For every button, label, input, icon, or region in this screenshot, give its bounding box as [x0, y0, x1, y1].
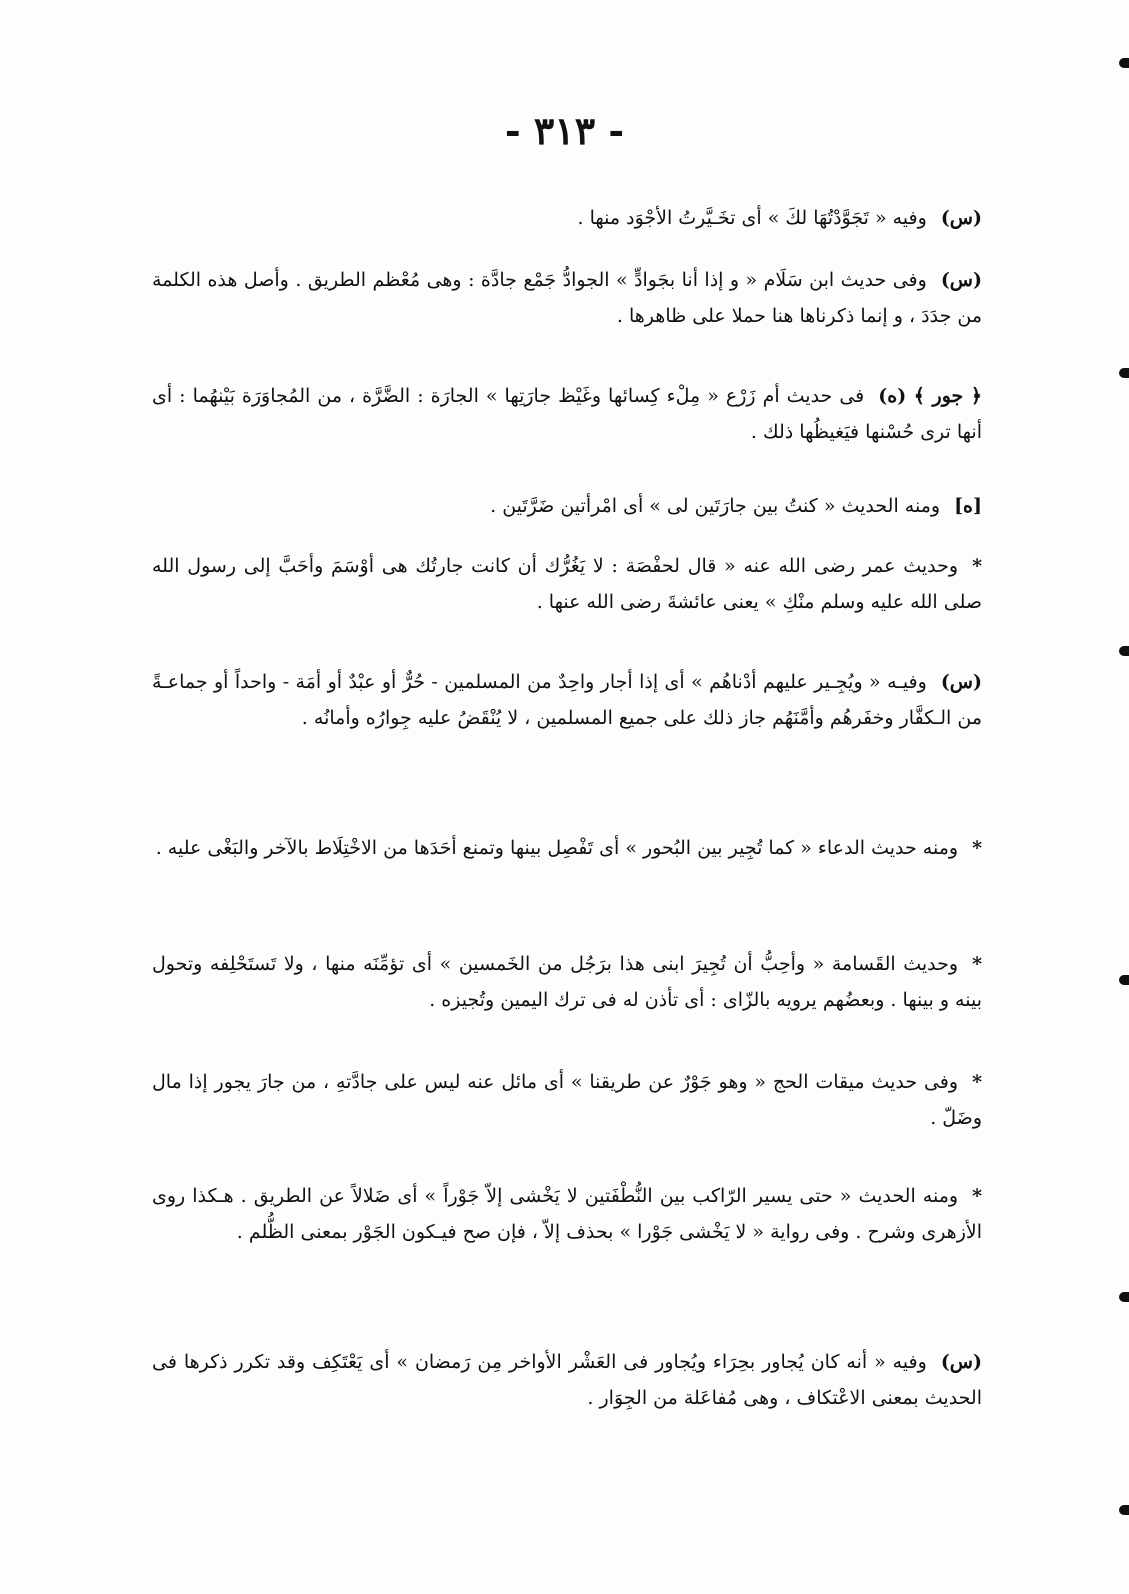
- paragraph-tag: (س): [940, 207, 982, 229]
- edge-mark: [1119, 58, 1129, 68]
- paragraph: [152, 1178, 982, 1250]
- paragraph: [152, 378, 982, 450]
- paragraph: [152, 664, 982, 736]
- paragraph: [152, 548, 982, 620]
- edge-mark: [1119, 1292, 1129, 1302]
- paragraph: [152, 1344, 982, 1416]
- paragraph: [152, 946, 982, 1018]
- paragraph-text: وفى حديث ابن سَلَام « و إذا أنا بجَوادٍّ » الجوادُّ جَمْع جادَّة : وهى مُعْظم الطريق . وأصل هذه الكلمة من جدَدَ ، و إنما ذكرناها هنا حملا على ظاهرها .: [152, 269, 982, 327]
- paragraph-tag: (س): [940, 269, 982, 291]
- paragraph-text: وحديث القَسامة « وأحِبُّ أن تُجِيرَ ابنى هذا برَجُل من الخَمسين » أى تؤمِّنَه منها ، ولا تَستَحْلِفه وتحول بينه و بينها . وبعضُهم يرويه بالزّاى : أى تأذن له فى ترك اليمين وتُجيزه .: [152, 953, 982, 1011]
- paragraph: [152, 1064, 982, 1136]
- paragraph-text: وفيه « أنه كان يُجاور بحِرَاء ويُجاور فى العَشْر الأواخر مِن رَمضان » أى يَعْتَكِف وقد تكرر ذكرها فى الحديث بمعنى الاعْتكاف ، وهى مُفاعَلة من الجِوَار .: [152, 1351, 982, 1409]
- paragraph-tag: *: [972, 953, 982, 975]
- edge-mark: [1119, 368, 1129, 378]
- paragraph-text: فى حديث أم زَرْع « مِلْء كِسائها وغَيْظ جارَتِها » الجارَة : الضَّرَّة ، من المُجاوَرَة بَيْنهُما : أى أنها ترى حُسْنها فيَغيظُها ذلك .: [152, 385, 982, 443]
- paragraph-tag: *: [972, 555, 982, 577]
- paragraph-tag: (س): [940, 1351, 982, 1373]
- paragraph: [152, 488, 982, 524]
- paragraph: [152, 830, 982, 866]
- paragraph-text: وفيـه « ويُجِـير عليهم أدْناهُم » أى إذا أجار واحِدٌ من المسلمين - حُرٌّ أو عبْدٌ أو أمَة - واحداً أو جماعـةً من الـكفَّار وخفَرهُم وأمَّنَهُم جاز ذلك على جميع المسلمين ، لا يُنْقَضُ عليه جِوارُه وأمانُه .: [152, 671, 982, 729]
- paragraph: [152, 262, 982, 334]
- paragraph-tag: (س): [940, 671, 982, 693]
- page-number: - ٣١٣ -: [504, 108, 625, 153]
- paragraph-text: وفى حديث ميقات الحج « وهو جَوْرٌ عن طريقنا » أى مائل عنه ليس على جادَّتهِ ، من جارَ يجور إذا مال وضَلّ .: [152, 1071, 982, 1129]
- paragraph-text: وحديث عمر رضى الله عنه « قال لحفْصَة : لا يَغُرُّك أن كانت جارتُك هى أوْسَمَ وأحَبَّ إلى رسول الله صلى الله عليه وسلم منْكِ » يعنى عائشةَ رضى الله عنها .: [152, 555, 982, 613]
- edge-mark: [1119, 1505, 1129, 1515]
- paragraph-tag: ﴿ جور ﴾ (ه): [878, 385, 982, 407]
- edge-mark: [1119, 646, 1129, 656]
- paragraph-tag: *: [972, 1185, 982, 1207]
- paragraph-text: ومنه الحديث « حتى يسير الرّاكب بين النُّطْفَتين لا يَخْشى إلاّ جَوْراً » أى ضَلالاً عن الطريق . هـكذا روى الأزهرى وشرح . وفى رواية « لا يَخْشى جَوْرا » بحذف إلاّ ، فإن صح فيـكون الجَوْر بمعنى الظُّلم .: [152, 1185, 982, 1243]
- paragraph-text: وفيه « تَجَوَّدْتُهَا لكَ » أى تخَـيَّرتُ الأجْوَد منها .: [577, 207, 927, 229]
- paragraph-tag: *: [972, 837, 982, 859]
- paragraph-text: ومنه الحديث « كنتُ بين جارَتَين لى » أى امْرأتين ضَرَّتَين .: [490, 495, 941, 517]
- paragraph-tag: [ه]: [954, 495, 982, 517]
- paragraph-text: ومنه حديث الدعاء « كما تُجِير بين البُحور » أى تَفْصِل بينها وتمنع أحَدَها من الاخْتِلَاط بالآخر والبَغْى عليه .: [155, 837, 959, 859]
- edge-mark: [1119, 975, 1129, 985]
- paragraph: [152, 200, 982, 236]
- paragraph-tag: *: [972, 1071, 982, 1093]
